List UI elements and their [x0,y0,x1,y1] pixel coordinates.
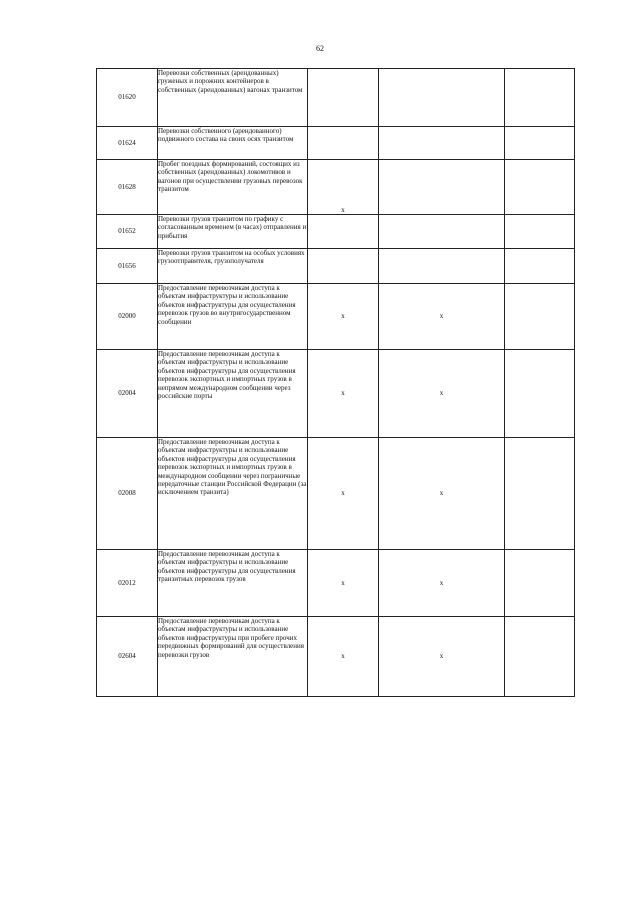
row-col3: x [308,617,379,697]
table-row [97,249,575,284]
row-col3: x [308,350,379,438]
row-code: 01656 [97,249,158,284]
row-col5 [505,249,575,284]
row-col4: x [379,438,505,550]
row-description: Предоставление перевозчикам доступа к объектам инфраструктуры и использование объектов инфраструктуры для осуществления перевозок экспортных и импортных грузов в международном сообщении через пограничные передаточные станции Российской Федерации (за исключением транзита) [158,438,308,550]
row-code: 01624 [97,127,158,160]
row-col4: x [379,284,505,350]
row-col3: x [308,550,379,617]
row-code: 02004 [97,350,158,438]
row-col5 [505,284,575,350]
row-col5 [505,550,575,617]
table-row [97,215,575,249]
row-col5 [505,350,575,438]
row-code: 02012 [97,550,158,617]
row-col3 [308,249,379,284]
row-description: Предоставление перевозчикам доступа к объектам инфраструктуры и использование объектов инфраструктуры для осуществления перевозок грузов во внутригосударственном сообщении [158,284,308,350]
row-col5 [505,617,575,697]
row-col3 [308,69,379,127]
row-col3: x [308,160,379,215]
row-description: Пробег поездных формирований, состоящих из собственных (арендованных) локомотивов и вагонов при осуществлении грузовых перевозок транзитом [158,160,308,215]
row-col4: x [379,550,505,617]
row-col5 [505,438,575,550]
row-description: Перевозки грузов транзитом на особых условиях грузоотправителя, грузополучателя [158,249,308,284]
table-row [97,438,575,550]
row-code: 01652 [97,215,158,249]
row-col3 [308,127,379,160]
row-col5 [505,215,575,249]
row-col4 [379,69,505,127]
row-description: Предоставление перевозчикам доступа к объектам инфраструктуры и использование объектов инфраструктуры при пробеге прочих передвижных формирований для осуществления перевозки грузов [158,617,308,697]
table-row [97,160,575,215]
row-code: 02604 [97,617,158,697]
row-description: Перевозки собственных (арендованных) груженых и порожних контейнеров в собственных (арендованных) вагонах транзитом [158,69,308,127]
row-description: Предоставление перевозчикам доступа к объектам инфраструктуры и использование объектов инфраструктуры для осуществления перевозок экспортных и импортных грузов в непрямом международном сообщении через российские порты [158,350,308,438]
row-description: Перевозки грузов транзитом по графику с согласованным временем (в часах) отправления и прибытия [158,215,308,249]
row-code: 02008 [97,438,158,550]
row-col4: x [379,617,505,697]
row-col4: x [379,350,505,438]
table-row [97,127,575,160]
row-col4 [379,215,505,249]
row-col4 [379,127,505,160]
page-number: 62 [316,44,324,53]
row-code: 01628 [97,160,158,215]
table-row [97,350,575,438]
row-col4 [379,160,505,215]
table-row [97,617,575,697]
row-col5 [505,127,575,160]
row-col3: x [308,438,379,550]
table-row [97,550,575,617]
row-description: Предоставление перевозчикам доступа к объектам инфраструктуры и использование объектов инфраструктуры для осуществления транзитных перевозок грузов [158,550,308,617]
tariff-table [96,68,575,697]
table-row [97,284,575,350]
row-code: 01620 [97,69,158,127]
row-description: Перевозки собственного (арендованного) подвижного состава на своих осях транзитом [158,127,308,160]
row-col4 [379,249,505,284]
row-col5 [505,69,575,127]
table-row [97,69,575,127]
row-col5 [505,160,575,215]
row-col3 [308,215,379,249]
row-code: 02000 [97,284,158,350]
row-col3: x [308,284,379,350]
